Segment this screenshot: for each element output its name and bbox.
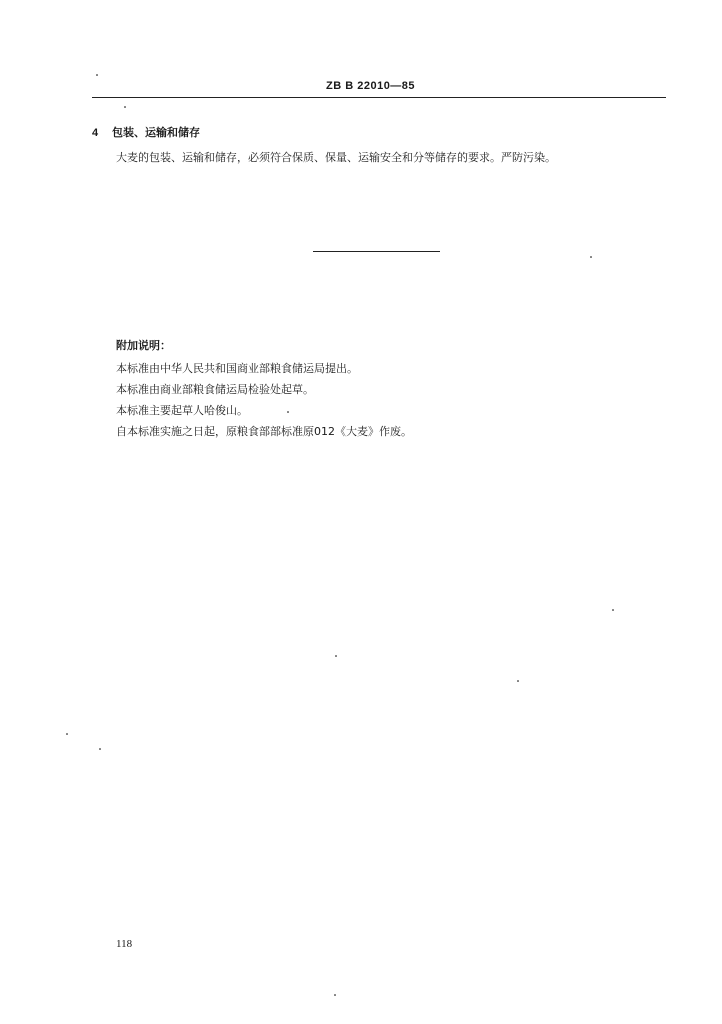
note-item: 本标准由商业部粮食储运局检验处起草。: [116, 383, 314, 396]
scan-speck: [124, 106, 126, 108]
scan-speck: [99, 748, 101, 750]
note-item: 本标准主要起草人哈俊山。: [116, 404, 248, 417]
scan-speck: [612, 609, 614, 611]
note-item: 本标准由中华人民共和国商业部粮食储运局提出。: [116, 362, 358, 375]
additional-notes-title: 附加说明：: [116, 339, 171, 352]
scan-speck: [335, 655, 337, 657]
scan-speck: [517, 680, 519, 682]
note-item: 自本标准实施之日起，原粮食部部标准原012《大麦》作废。: [116, 425, 412, 438]
section-body-text: 大麦的包装、运输和储存，必须符合保质、保量、运输安全和分等储存的要求。严防污染。: [116, 151, 556, 164]
scan-speck: [590, 256, 592, 258]
additional-notes-list: [116, 358, 412, 442]
page-number: 118: [116, 938, 133, 950]
scan-speck: [96, 74, 98, 76]
section-title: 包装、运输和储存: [112, 126, 200, 139]
scan-speck: [66, 733, 68, 735]
header-rule: [92, 97, 666, 98]
standard-code: ZB B 22010—85: [326, 80, 416, 92]
section-number: 4: [92, 127, 99, 139]
scan-speck: [287, 411, 289, 413]
scan-speck: [334, 994, 336, 996]
end-of-standard-rule: [313, 251, 440, 252]
section-heading: [92, 124, 200, 140]
